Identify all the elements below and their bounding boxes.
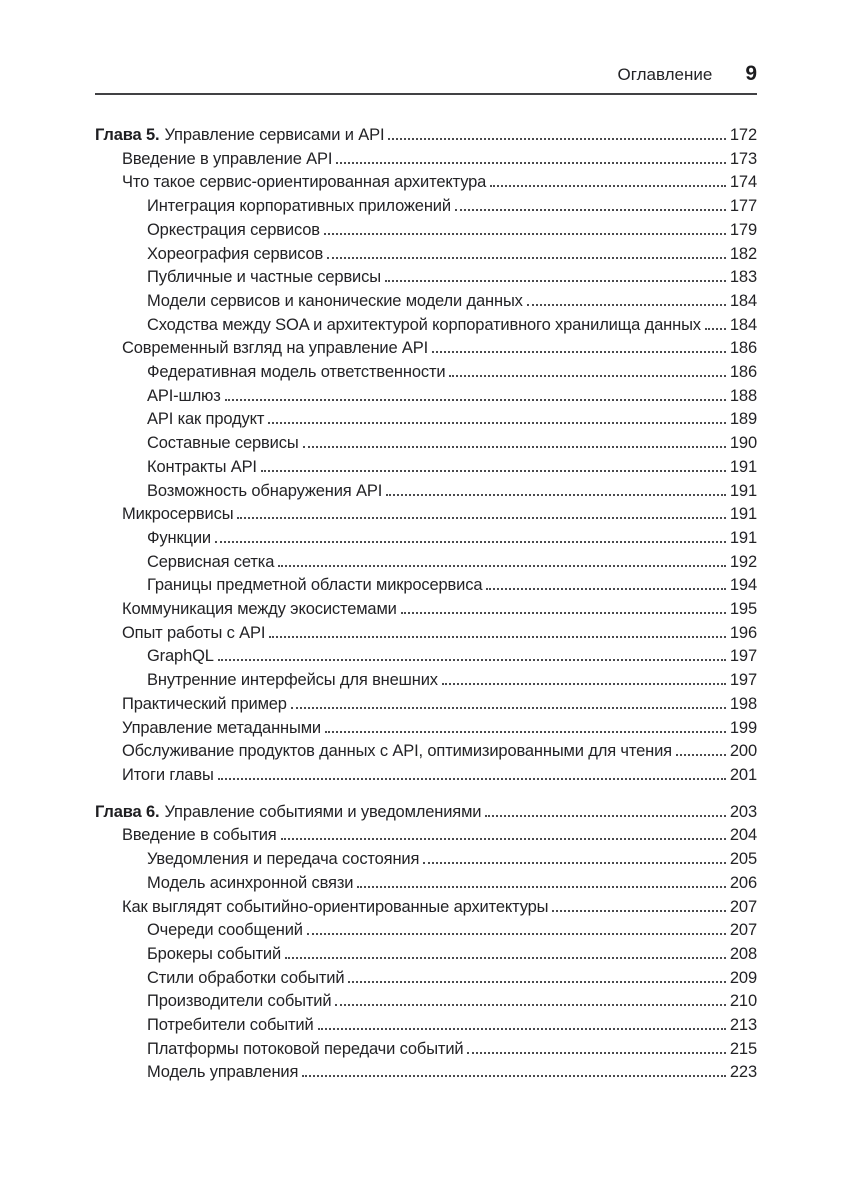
toc-entry-label [122, 598, 397, 622]
toc-entry [95, 171, 757, 195]
toc-entry-label [147, 990, 331, 1014]
toc-entry [95, 896, 757, 920]
toc-entry-title: Брокеры событий [147, 944, 282, 963]
toc-entry [95, 1014, 757, 1038]
toc-entry-page-number: 191 [729, 528, 757, 547]
toc-entry-label [122, 693, 287, 717]
toc-entry [95, 243, 757, 267]
toc-entry [95, 527, 757, 551]
toc-entry-label [147, 551, 274, 575]
toc-entry [95, 717, 757, 741]
toc-entry-title: Интеграция корпоративных приложений [147, 197, 451, 216]
toc-entry [95, 598, 757, 622]
toc-entry-page-number: 189 [729, 410, 757, 429]
toc-entry-page-number: 197 [729, 671, 757, 690]
toc-entry-label [147, 872, 353, 896]
toc-entry [95, 967, 757, 991]
toc-entry-label [147, 290, 523, 314]
toc-entry-label [147, 219, 320, 243]
toc-entry [95, 503, 757, 527]
dotted-leader [261, 470, 726, 472]
dotted-leader [278, 565, 726, 567]
toc-entry-title: Модели сервисов и канонические модели данных [147, 291, 523, 310]
toc-entry-label [122, 622, 265, 646]
toc-entry-page-number: 210 [729, 992, 757, 1011]
dotted-leader [455, 209, 726, 211]
toc-entry-page-number: 174 [729, 173, 757, 192]
toc-entry [95, 432, 757, 456]
toc-entry-title: Платформы потоковой передачи событий [147, 1039, 464, 1058]
toc-entry [95, 669, 757, 693]
toc-entry [95, 480, 757, 504]
toc-entry-page-number: 207 [729, 897, 757, 916]
toc-entry-title: Управление событиями и уведомлениями [164, 802, 482, 821]
toc-entry-chapter-prefix: Глава 5. [95, 126, 160, 144]
dotted-leader [442, 683, 726, 685]
toc-entry-title: GraphQL [147, 647, 214, 666]
toc-entry-label [95, 124, 384, 148]
toc-entry-page-number: 196 [729, 623, 757, 642]
dotted-leader [388, 138, 726, 140]
toc-entry-label [147, 385, 221, 409]
toc-entry-label [122, 717, 321, 741]
dotted-leader [307, 933, 726, 935]
toc-entry-page-number: 204 [729, 826, 757, 845]
toc-entry-title: Модель асинхронной связи [147, 873, 354, 892]
toc-entry-page-number: 182 [729, 244, 757, 263]
toc-entry-label [147, 408, 264, 432]
toc-entry-title: Контракты API [147, 457, 257, 476]
dotted-leader [218, 778, 726, 780]
toc-entry-page-number: 215 [729, 1039, 757, 1058]
dotted-leader [552, 910, 726, 912]
toc-entry-title: Опыт работы с API [122, 623, 266, 642]
table-of-contents [95, 124, 757, 1085]
toc-entry [95, 385, 757, 409]
toc-entry-title: Итоги главы [122, 765, 214, 784]
running-header-title: Оглавление [617, 65, 713, 84]
toc-entry-title: Сходства между SOA и архитектурой корпоративного хранилища данных [147, 315, 701, 334]
toc-entry-label [122, 740, 672, 764]
toc-entry-page-number: 200 [729, 742, 757, 761]
dotted-leader [269, 636, 726, 638]
toc-entry-page-number: 203 [729, 802, 757, 821]
toc-entry-title: Возможность обнаружения API [147, 481, 383, 500]
toc-entry-page-number: 184 [729, 291, 757, 310]
toc-entry-title: Современный взгляд на управление API [122, 339, 429, 358]
dotted-leader [335, 1004, 725, 1006]
dotted-leader [302, 1075, 726, 1077]
toc-entry [95, 824, 757, 848]
dotted-leader [385, 280, 726, 282]
toc-entry-label [122, 764, 214, 788]
toc-entry-title: Оркестрация сервисов [147, 220, 320, 239]
toc-entry [95, 456, 757, 480]
toc-entry-label [147, 527, 211, 551]
toc-entry-page-number: 173 [729, 149, 757, 168]
dotted-leader [423, 862, 726, 864]
toc-entry-title: Как выглядят событийно-ориентированные архитектуры [122, 897, 549, 916]
dotted-leader [401, 612, 726, 614]
dotted-leader [281, 838, 726, 840]
toc-entry-title: Коммуникация между экосистемами [122, 600, 397, 619]
toc-entry-label [147, 314, 701, 338]
toc-entry-page-number: 179 [729, 220, 757, 239]
dotted-leader [527, 304, 726, 306]
dotted-leader [285, 957, 726, 959]
toc-entry [95, 574, 757, 598]
toc-entry-page-number: 198 [729, 694, 757, 713]
toc-entry-page-number: 188 [729, 386, 757, 405]
toc-entry [95, 990, 757, 1014]
dotted-leader [676, 754, 726, 756]
toc-entry-label [122, 896, 548, 920]
dotted-leader [386, 494, 726, 496]
toc-entry [95, 764, 757, 788]
toc-entry-page-number: 194 [729, 576, 757, 595]
toc-entry-label [147, 848, 419, 872]
dotted-leader [348, 981, 726, 983]
toc-entry-title: Практический пример [122, 694, 287, 713]
toc-entry-label [147, 669, 438, 693]
dotted-leader [705, 328, 726, 330]
dotted-leader [215, 541, 726, 543]
toc-entry-title: Границы предметной области микросервиса [147, 576, 483, 595]
toc-entry [95, 314, 757, 338]
dotted-leader [432, 351, 726, 353]
toc-entry [95, 551, 757, 575]
toc-entry-title: Микросервисы [122, 505, 234, 524]
toc-entry-label [122, 148, 332, 172]
dotted-leader [225, 399, 726, 401]
toc-entry-title: API как продукт [147, 410, 265, 429]
dotted-leader [325, 731, 726, 733]
toc-entry-title: Федеративная модель ответственности [147, 363, 446, 382]
toc-entry-page-number: 209 [729, 968, 757, 987]
toc-entry-title: Что такое сервис-ориентированная архитектура [122, 173, 487, 192]
dotted-leader [467, 1052, 725, 1054]
toc-entry [95, 943, 757, 967]
toc-entry-chapter-prefix: Глава 6. [95, 802, 160, 821]
toc-entry [95, 290, 757, 314]
toc-entry-page-number: 197 [729, 647, 757, 666]
toc-entry-label [122, 171, 486, 195]
toc-entry-page-number: 172 [729, 126, 757, 144]
toc-entry-label [147, 243, 323, 267]
dotted-leader [303, 446, 726, 448]
toc-entry-label [95, 801, 481, 825]
toc-entry-label [147, 1038, 463, 1062]
toc-entry-label [147, 645, 214, 669]
toc-entry-page-number: 177 [729, 197, 757, 216]
toc-entry-title: Модель управления [147, 1063, 299, 1082]
toc-entry-title: Публичные и частные сервисы [147, 268, 381, 287]
toc-entry [95, 848, 757, 872]
dotted-leader [324, 233, 726, 235]
toc-entry-label [147, 574, 482, 598]
toc-entry-page-number: 207 [729, 921, 757, 940]
toc-entry-title: Управление сервисами и API [164, 126, 385, 144]
toc-entry [95, 148, 757, 172]
toc-entry [95, 219, 757, 243]
toc-entry-title: Введение в события [122, 826, 277, 845]
toc-entry [95, 693, 757, 717]
toc-entry-title: Управление метаданными [122, 718, 321, 737]
toc-entry-page-number: 191 [729, 481, 757, 500]
toc-entry [95, 195, 757, 219]
toc-entry-page-number: 191 [729, 457, 757, 476]
toc-entry-page-number: 184 [729, 315, 757, 334]
dotted-leader [490, 185, 726, 187]
toc-entry-label [147, 919, 303, 943]
dotted-leader [268, 422, 726, 424]
dotted-leader [357, 886, 726, 888]
dotted-leader [318, 1028, 726, 1030]
toc-entry-page-number: 199 [729, 718, 757, 737]
toc-entry [95, 266, 757, 290]
toc-entry-title: Введение в управление API [122, 149, 333, 168]
toc-entry-title: Производители событий [147, 992, 332, 1011]
dotted-leader [218, 659, 726, 661]
toc-entry [95, 919, 757, 943]
toc-entry-page-number: 213 [729, 1016, 757, 1035]
toc-entry [95, 622, 757, 646]
toc-entry-page-number: 186 [729, 363, 757, 382]
dotted-leader [237, 517, 725, 519]
toc-entry-page-number: 190 [729, 434, 757, 453]
toc-entry-title: Очереди сообщений [147, 921, 303, 940]
toc-entry-page-number: 223 [729, 1063, 757, 1082]
dotted-leader [336, 162, 726, 164]
toc-entry-label [122, 824, 277, 848]
toc-entry-label [147, 967, 344, 991]
running-header-page-number: 9 [745, 62, 757, 85]
dotted-leader [291, 707, 726, 709]
toc-entry-title: API-шлюз [147, 386, 221, 405]
toc-entry-page-number: 205 [729, 850, 757, 869]
toc-entry-title: Сервисная сетка [147, 552, 275, 571]
toc-entry-title: Составные сервисы [147, 434, 299, 453]
toc-entry-page-number: 191 [729, 505, 757, 524]
toc-entry-label [147, 456, 257, 480]
toc-entry-title: Внутренние интерфейсы для внешних [147, 671, 438, 690]
toc-entry-label [147, 943, 281, 967]
toc-entry [95, 124, 757, 148]
toc-entry-page-number: 206 [729, 873, 757, 892]
toc-entry [95, 408, 757, 432]
dotted-leader [485, 815, 726, 817]
toc-entry [95, 361, 757, 385]
toc-entry [95, 872, 757, 896]
toc-entry-page-number: 201 [729, 765, 757, 784]
dotted-leader [449, 375, 725, 377]
toc-entry-title: Обслуживание продуктов данных с API, оптимизированными для чтения [122, 742, 672, 761]
toc-entry [95, 337, 757, 361]
toc-entry-label [147, 361, 445, 385]
toc-entry-label [147, 1014, 314, 1038]
header-rule [95, 93, 757, 95]
toc-entry [95, 1038, 757, 1062]
toc-entry-title: Функции [147, 528, 211, 547]
toc-entry [95, 740, 757, 764]
toc-entry-title: Стили обработки событий [147, 968, 345, 987]
toc-entry [95, 1061, 757, 1085]
toc-entry-page-number: 192 [729, 552, 757, 571]
toc-entry-label [147, 195, 451, 219]
toc-entry [95, 801, 757, 825]
toc-entry-label [147, 432, 299, 456]
toc-entry-title: Потребители событий [147, 1016, 314, 1035]
toc-entry-label [147, 1061, 298, 1085]
toc-entry-label [147, 480, 382, 504]
toc-entry-page-number: 208 [729, 944, 757, 963]
toc-entry-label [147, 266, 381, 290]
toc-entry [95, 645, 757, 669]
dotted-leader [486, 588, 726, 590]
toc-entry-title: Хореография сервисов [147, 244, 324, 263]
toc-entry-page-number: 183 [729, 268, 757, 287]
dotted-leader [327, 257, 726, 259]
toc-entry-label [122, 503, 233, 527]
toc-entry-page-number: 195 [729, 600, 757, 619]
toc-entry-label [122, 337, 428, 361]
running-header [95, 62, 757, 87]
toc-entry-title: Уведомления и передача состояния [147, 850, 420, 869]
toc-entry-page-number: 186 [729, 339, 757, 358]
